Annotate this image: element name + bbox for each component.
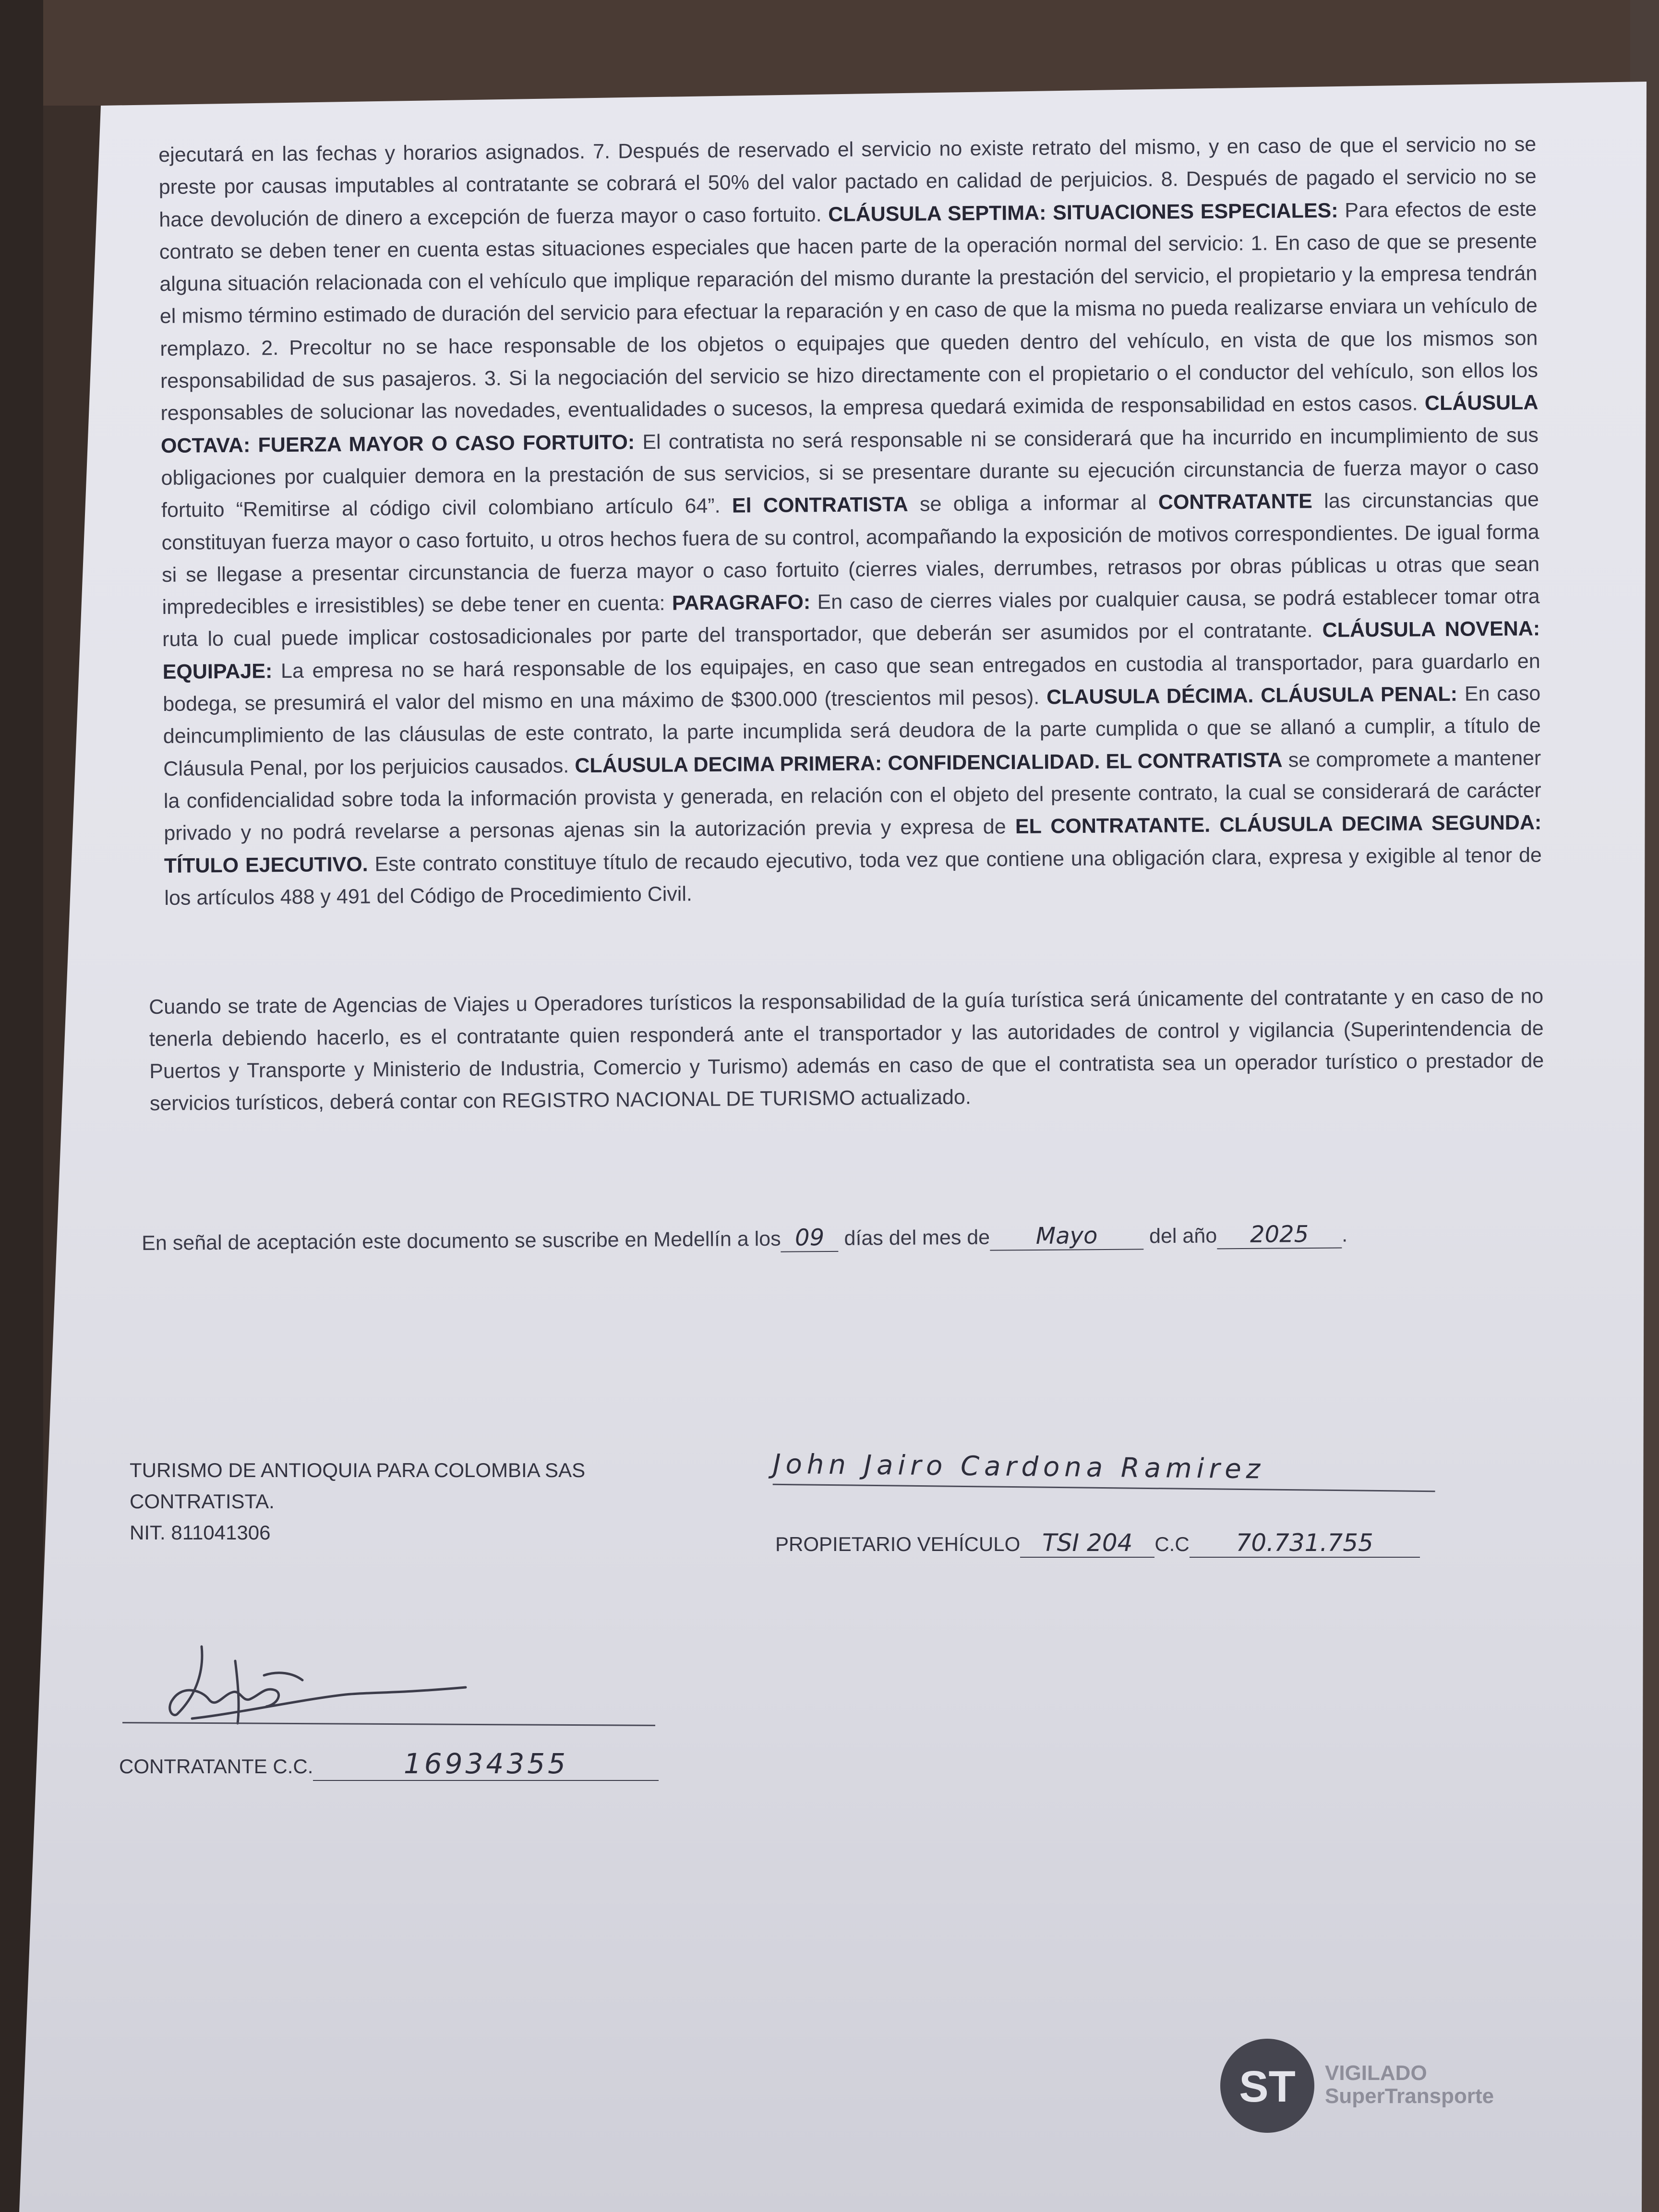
clause-11-end: EL CONTRATANTE. [1015, 814, 1211, 839]
clause-9-text: La empresa no se hará responsable de los equipajes, en caso que sean entregados en custodia al transportador, para guardarlo en bodega, se presumirá el valor del mismo en una máximo de $300.000 (trescientos mil pesos). [163, 649, 1540, 716]
company-name: TURISMO DE ANTIOQUIA PARA COLOMBIA SAS [130, 1459, 586, 1481]
clause-9-title: CLÁUSULA NOVENA: EQUIPAJE: [162, 617, 1540, 684]
stamp-line1: VIGILADO [1325, 2061, 1427, 2085]
acceptance-end: . [1341, 1223, 1348, 1247]
owner-label: PROPIETARIO VEHÍCULO [775, 1533, 1021, 1555]
paragrafo-text: En caso de cierres viales por cualquier causa, se podrá establecer tomar otra ruta lo cual puede implicar costosadicionales por parte del transportador, que deberán ser asumidos por el contratante. [162, 585, 1540, 651]
acceptance-mid2: del año [1149, 1224, 1217, 1248]
stamp-line2: SuperTransporte [1325, 2084, 1494, 2108]
clause-7-text: Para efectos de este contrato se deben tener en cuenta estas situaciones especiales que hacen parte de la operación normal del servicio: 1. En caso de que se presente alguna situación relacionada con el vehículo que implique reparación del mismo durante la prestación del servicio, el propietario y la empresa tendrán el mismo término estimado de duración del servicio para efectuar la reparación y en caso de que la misma no pueda realizarse enviara un vehículo de remplazo. 2. Precoltur no se hace responsable de los objetos o equipajes que queden dentro del vehículo, en vista de que los mismos son responsabilidad de sus pasajeros. 3. Si la negociación del servicio se hizo directamente con el propietario o el conductor del vehículo, son ellos los responsables de solucionar las novedades, eventualidades o sucesos, la empresa quedará eximida de responsabilidad en estos casos. [159, 197, 1539, 425]
clause-8-text-a: El contratista no será responsable ni se considerará que ha incurrido en incumplimiento de sus obligaciones por cualquier demora en la prestación de sus servicios, si se presentare durante su ejecución circunstancia de fuerza mayor o caso fortuito “Remitirse al código civil colombiano artículo 64”. [161, 423, 1539, 522]
clause-10-title: CLAUSULA DÉCIMA. CLÁUSULA PENAL: [1046, 682, 1458, 709]
paragrafo-title: PARAGRAFO: [672, 590, 811, 615]
company-role: CONTRATISTA. [130, 1490, 275, 1513]
owner-cc-field: 70.731.755 [1190, 1529, 1420, 1558]
clause-12-text: Este contrato constituye título de recaudo ejecutivo, toda vez que contiene una obligación clara, expresa y exigible al tenor de los artículos 488 y 491 del Código de Procedimiento Civil. [164, 843, 1542, 910]
owner-name-signature: John Jairo Cardona Ramirez [773, 1449, 1436, 1492]
year-field: 2025 [1217, 1221, 1342, 1250]
acceptance-mid1: días del mes de [844, 1226, 990, 1250]
clause-10-text: En caso deincumplimiento de las cláusulas de este contrato, la parte incumplida será deudora de la parte cumplida o que se allanó a cumplir, a título de Cláusula Penal, por los perjuicios causados. [163, 682, 1541, 781]
acceptance-prefix: En señal de aceptación este documento se suscribe en Medellín a los [142, 1227, 781, 1255]
contratante-cc-line [119, 1747, 659, 1781]
company-nit: NIT. 811041306 [130, 1521, 271, 1544]
supertransporte-logo [1217, 2035, 1318, 2136]
supertransporte-text [1325, 2062, 1494, 2108]
tourism-agency-paragraph: Cuando se trate de Agencias de Viajes u Operadores turísticos la responsabilidad de la guía turística será únicamente del contratante y en caso de no tenerla debiendo hacerlo, es el contratante quien responderá ante el transportador y las autoridades de control y vigilancia (Superintendencia de Puertos y Transporte y Ministerio de Industria, Comercio y Turismo) además en caso de que el contratista sea un operador turístico o prestador de servicios turísticos, deberá contar con REGISTRO NACIONAL DE TURISMO actualizado. [149, 985, 1544, 1115]
day-field: 09 [781, 1224, 838, 1252]
contract-clauses [158, 128, 1542, 914]
owner-label-line [775, 1529, 1420, 1558]
el-contratista: El CONTRATISTA [732, 493, 908, 517]
clause-6-end: ejecutará en las fechas y horarios asignados. 7. Después de reservado el servicio no existe retrato del mismo, y en caso de que el servicio no se preste por causas imputables al contratante se cobrará el 50% del valor pactado en calidad de perjuicios. 8. Después de pagado el servicio no se hace devolución de dinero a excepción de fuerza mayor o caso fortuito. [158, 132, 1537, 231]
plate-field: TSI 204 [1020, 1529, 1154, 1558]
clause-8-title: CLÁUSULA OCTAVA: FUERZA MAYOR O CASO FORTUITO: [160, 391, 1539, 457]
owner-cc-label: C.C [1154, 1533, 1190, 1555]
clause-8-text-b: se obliga a informar al [919, 491, 1147, 516]
clause-12-title: CLÁUSULA DECIMA SEGUNDA: TÍTULO EJECUTIVO. [164, 811, 1542, 878]
clause-11-text: se compromete a mantener la confidencialidad sobre toda la información provista y generada, en relación con el objeto del presente contrato, la cual se considerará de carácter privado y no podrá revelarse a personas ajenas sin la autorización previa y expresa de [163, 746, 1541, 845]
contratante-cc-field: 16934355 [313, 1747, 659, 1781]
clause-11-title: CLÁUSULA DECIMA PRIMERA: CONFIDENCIALIDAD. EL CONTRATISTA [575, 748, 1283, 777]
contratista-block [130, 1455, 585, 1548]
contratante-word: CONTRATANTE [1158, 490, 1313, 514]
clause-7-title: CLÁUSULA SEPTIMA: SITUACIONES ESPECIALES: [828, 199, 1338, 226]
logo-letters: ST [1239, 2062, 1296, 2111]
clause-8-text-c: las circunstancias que constituyan fuerza mayor o caso fortuito, u otros hechos fuera de su control, acompañando la exposición de motivos correspondientes. De igual forma si se llegase a presentar circunstancia de fuerza mayor o caso fortuito (cierres viales, derrumbes, retrasos por obras públicas u otras que sean impredecibles e irresistibles) se debe tener en cuenta: [161, 488, 1540, 619]
contratante-label: CONTRATANTE C.C. [119, 1755, 313, 1778]
month-field: Mayo [990, 1222, 1143, 1250]
